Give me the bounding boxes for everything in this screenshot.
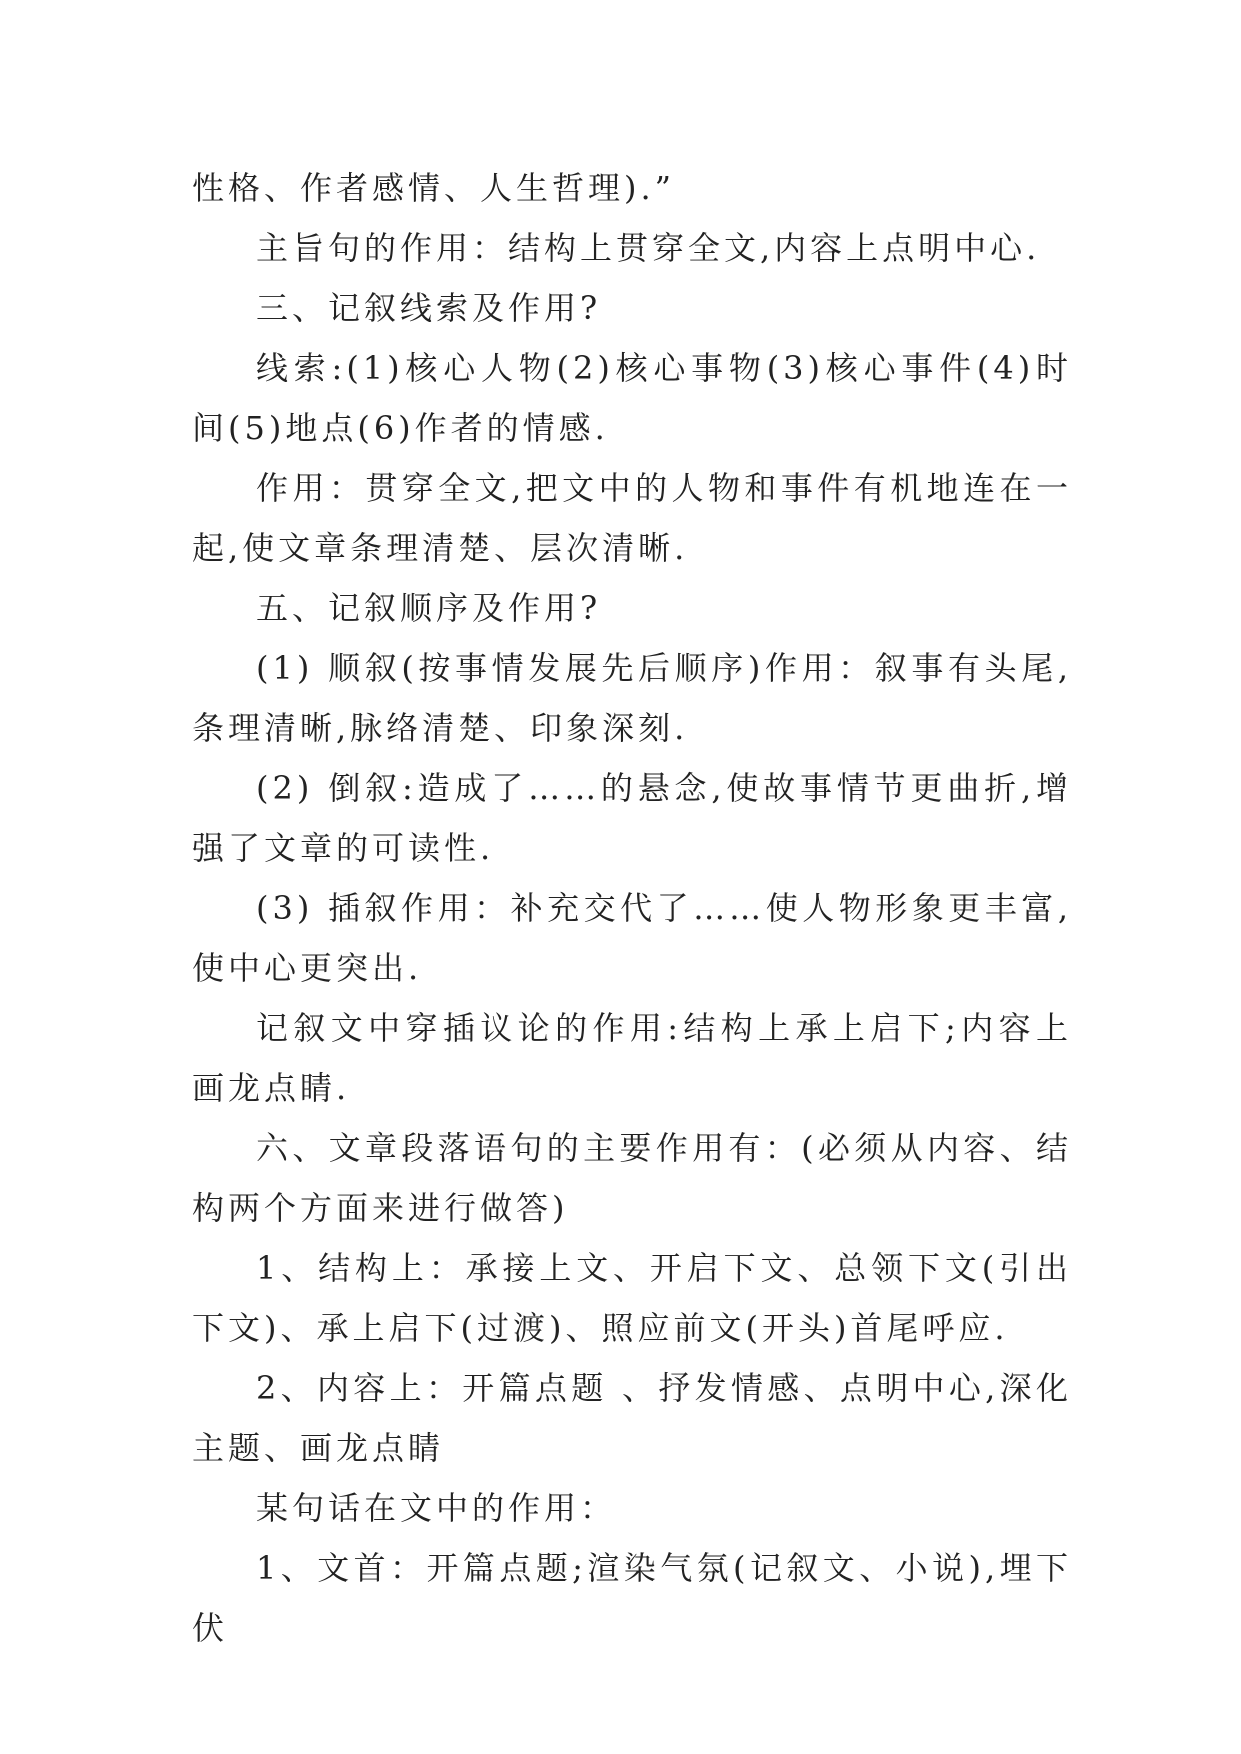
- paragraph-sentence-function: 某句话在文中的作用：: [256, 1489, 617, 1527]
- paragraph-clues: 线索:(1)核心人物(2)核心事物(3)核心事件(4)时间(5)地点(6)作者的情感.: [192, 349, 1072, 447]
- heading-narrative-clue: 三、记叙线索及作用?: [256, 289, 602, 327]
- paragraph-clue-function: 作用：贯穿全文,把文中的人物和事件有机地连在一起,使文章条理清楚、层次清晰.: [192, 469, 1072, 567]
- paragraph-structure-function: 1、结构上：承接上文、开启下文、总领下文(引出下文)、承上启下(过渡)、照应前文(开头)首尾呼应.: [192, 1249, 1072, 1347]
- paragraph-commentary: 记叙文中穿插议论的作用:结构上承上启下;内容上画龙点睛.: [192, 1009, 1072, 1107]
- paragraph-interpolation: (3) 插叙作用：补充交代了……使人物形象更丰富,使中心更突出.: [192, 889, 1072, 987]
- heading-paragraph-functions: 六、文章段落语句的主要作用有：(必须从内容、结构两个方面来进行做答): [192, 1129, 1072, 1227]
- paragraph-chronological: (1) 顺叙(按事情发展先后顺序)作用：叙事有头尾,条理清晰,脉络清楚、印象深刻.: [192, 649, 1072, 747]
- heading-narrative-order: 五、记叙顺序及作用?: [256, 589, 602, 627]
- paragraph-continuation: 性格、作者感情、人生哲理).”: [192, 169, 676, 207]
- document-body: [192, 158, 1072, 1658]
- paragraph-content-function: 2、内容上：开篇点题 、抒发情感、点明中心,深化主题、画龙点睛: [192, 1369, 1072, 1467]
- paragraph-opening-function: 1、文首：开篇点题;渲染气氛(记叙文、小说),埋下伏: [192, 1549, 1072, 1647]
- paragraph-flashback: (2) 倒叙:造成了……的悬念,使故事情节更曲折,增强了文章的可读性.: [192, 769, 1072, 867]
- paragraph-theme-sentence: 主旨句的作用：结构上贯穿全文,内容上点明中心.: [256, 229, 1041, 267]
